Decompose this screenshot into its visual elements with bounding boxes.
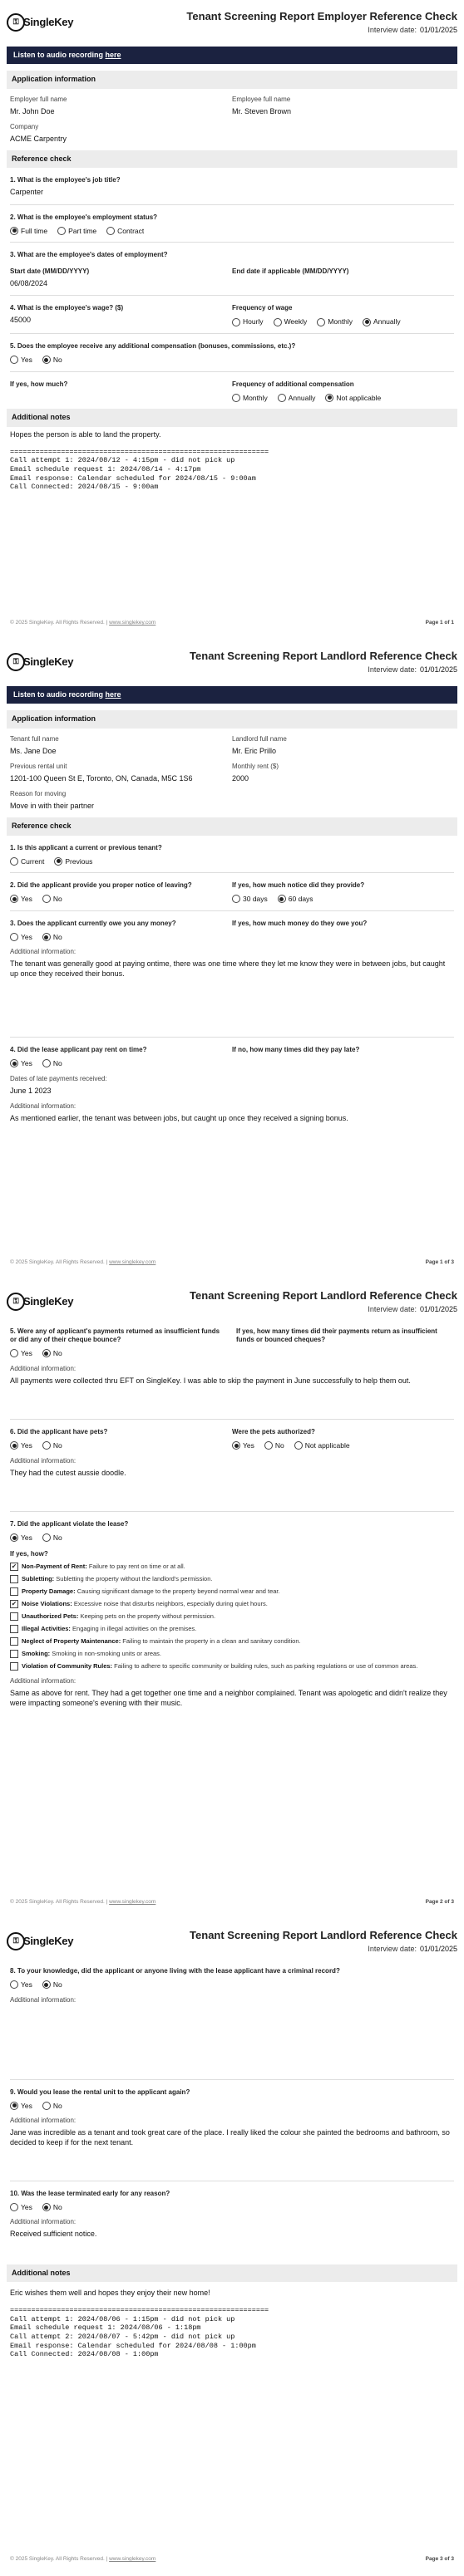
notes-text: Hopes the person is able to land the property.	[10, 429, 161, 439]
additional-info-label: Additional information:	[10, 1677, 77, 1685]
page-title: Tenant Screening Report Landlord Reference Check	[190, 649, 457, 662]
radio-60-days[interactable]	[278, 895, 286, 903]
start-date-value: 06/08/2024	[10, 279, 48, 288]
notes-text: Eric wishes them well and hopes they enjoy their new home!	[10, 2288, 210, 2297]
q9-info: Jane was incredible as a tenant and took great care of the place. I really liked the colour she painted the bedrooms and bathroom, so decided to keep if for the next tenant.	[10, 2128, 452, 2147]
monthly-rent-value: 2000	[232, 773, 249, 783]
radio-no[interactable]	[42, 1059, 51, 1067]
audio-banner: Listen to audio recording here	[7, 686, 457, 704]
wage-value: 45000	[10, 316, 32, 325]
call-log: ============================================================= Call attempt 1: 2024/08/06 - 1:15pm - did not pick up Email schedule request 1: 2024/08/06 - 1:18pm Call attempt 2: 2024/08/07 - 5:42pm - did not pick up Email response: Calendar scheduled for 2024/08/08 - 1:00pm Call Connected: 2024/08/08 - 1:00pm	[10, 2306, 269, 2359]
radio-part-time[interactable]	[57, 227, 66, 235]
radio-yes[interactable]	[10, 2203, 18, 2211]
radio-yes[interactable]	[10, 1441, 18, 1450]
notice-label: If yes, how much notice did they provide?	[232, 881, 365, 890]
question-1: 1. Is this applicant a current or previous tenant?	[10, 843, 162, 851]
page-title: Tenant Screening Report Landlord Reference Check	[190, 1928, 457, 1941]
page-header	[7, 0, 457, 40]
page-footer: © 2025 SingleKey. All Rights Reserved. | www.singlekey.com Page 2 of 3	[10, 1898, 454, 1905]
page-header	[7, 1279, 457, 1319]
question-6: 6. Did the applicant have pets?	[10, 1427, 108, 1435]
checkbox[interactable]	[10, 1662, 18, 1671]
checkbox[interactable]	[10, 1612, 18, 1621]
how-label: If yes, how?	[10, 1550, 48, 1558]
page-footer: © 2025 SingleKey. All Rights Reserved. | www.singlekey.com Page 3 of 3	[10, 2555, 454, 2562]
section-reference-check: Reference check	[7, 817, 457, 835]
page-number: Page 3 of 3	[425, 2555, 454, 2562]
section-application-info: Application information	[7, 710, 457, 728]
additional-info-label: Additional information:	[10, 1456, 77, 1465]
radio-contract[interactable]	[106, 227, 115, 235]
monthly-rent-label: Monthly rent ($)	[232, 762, 279, 770]
audio-recording-link[interactable]: here	[105, 690, 121, 699]
q6-info: They had the cutest aussie doodle.	[10, 1468, 126, 1477]
question-9: 9. Would you lease the rental unit to the applicant again?	[10, 2088, 190, 2096]
section-additional-notes: Additional notes	[7, 409, 457, 426]
radio-yes[interactable]	[10, 1349, 18, 1357]
key-icon: ⚿	[7, 1293, 25, 1311]
q4-info: As mentioned earlier, the tenant was between jobs, but caught up once they received a signing bonus.	[10, 1113, 348, 1122]
singlekey-logo: ⚿ SingleKey	[7, 1932, 73, 1950]
page-footer: © 2025 SingleKey. All Rights Reserved. | www.singlekey.com Page 1 of 3	[10, 1259, 454, 1265]
violation-item: Subletting: Subletting the property without the landlord's permission.	[7, 1575, 457, 1583]
checkbox-checked[interactable]: ✔	[11, 1600, 17, 1608]
radio-no[interactable]	[42, 1533, 51, 1542]
page-title: Tenant Screening Report Employer Reference Check	[186, 9, 457, 22]
violation-item: ✔ Noise Violations: Excessive noise that disturbs neighbors, especially during quiet hours.	[11, 1600, 268, 1608]
section-application-info: Application information	[7, 71, 457, 88]
key-icon: ⚿	[7, 13, 25, 32]
radio-yes[interactable]	[10, 895, 18, 903]
checkbox[interactable]	[10, 1637, 18, 1646]
violation-item: Neglect of Property Maintenance: Failing to maintain the property in a clean and sanitary condition.	[7, 1637, 457, 1646]
question-8: 8. To your knowledge, did the applicant or anyone living with the lease applicant have a criminal record?	[10, 1967, 340, 1975]
answer-1: Carpenter	[10, 188, 44, 197]
radio-yes[interactable]	[10, 356, 18, 364]
q10-info: Received sufficient notice.	[10, 2230, 97, 2239]
end-date-label: End date if applicable (MM/DD/YYYY)	[232, 267, 349, 276]
additional-info-label: Additional information:	[10, 1102, 77, 1110]
violation-item: Property Damage: Causing significant damage to the property beyond normal wear and tear.	[7, 1587, 457, 1596]
additional-info-label: Additional information:	[10, 948, 77, 956]
singlekey-logo: ⚿ SingleKey	[7, 653, 73, 671]
question-2: 2. What is the employee's employment status?	[10, 213, 158, 221]
reason-value: Move in with their partner	[10, 802, 95, 810]
radio-hourly[interactable]	[232, 318, 240, 326]
radio-no[interactable]	[42, 1349, 51, 1357]
checkbox-checked[interactable]: ✔	[11, 1563, 17, 1571]
key-icon: ⚿	[7, 653, 25, 671]
question-7: 7. Did the applicant violate the lease?	[10, 1519, 129, 1528]
radio-no[interactable]	[42, 2203, 51, 2211]
radio-full-time[interactable]	[10, 227, 18, 235]
page-header	[7, 640, 457, 680]
additional-info-label: Additional information:	[10, 1995, 77, 2004]
radio-yes[interactable]	[232, 1441, 240, 1450]
employee-value: Mr. Steven Brown	[232, 106, 292, 115]
question-5: 5. Were any of applicant's payments returned as insufficient funds or did any of their cheque bounce?	[10, 1327, 220, 1343]
section-reference-check: Reference check	[7, 150, 457, 168]
radio-current[interactable]	[10, 857, 18, 866]
radio-monthly[interactable]	[232, 394, 240, 402]
checkbox[interactable]	[10, 1650, 18, 1658]
radio-no[interactable]	[42, 895, 51, 903]
radio-previous[interactable]	[54, 857, 62, 866]
question-1: 1. What is the employee's job title?	[10, 176, 121, 184]
question-4: 4. Did the lease applicant pay rent on time?	[10, 1045, 147, 1053]
interview-date: Interview date: 01/01/2025	[368, 1305, 457, 1313]
landlord-page-2: ⚿ SingleKey Tenant Screening Report Landlord Reference Check Interview date: 01/01/2025 5. Were any of applicant's payments returned as insufficient funds or did any of their cheque bounce? Yes No If yes, how many times did their payments return as insufficient funds or bounced cheques? Additional information: All payments were collected thru EFT on SingleKey. I was able to skip the payment in June successfully to help them out. 6. Did the applicant have pets? Yes No Were the pets authorized? Yes No Not applicable Additional information: They had the cutest aussie doodle. 7. Did the applicant violate the lease? Yes No If yes, how? ✔ Non-Payment of Rent: Failure to pay rent on time or at all. Subletting: Subletting the property without the landlord's permission. Property Damage: Causing significant damage to the property beyond normal wear and tear. ✔ Noise Violations: Excessive noise that disturbs neighbors, especially during quiet hours. Unauthorized Pets: Keeping pets on the property without permission. Illegal Activities: Engaging in illegal activities on the premises. Neglect of Property Maintenance: Failing to maintain the property in a clean and sanitary condition. Smoking: Smoking in non-smoking units or areas. Violation of Community Rules: Failing to adhere to specific community or building rules, such as parking regulations or use of common areas. Additional information: Same as above for rent. They had a get together one time and a neighbor complained. Tenant was apologetic and didn't realize they were impacting someone's evening with their music. © 2025 SingleKey. All Rights Reserved. | www.singlekey.com Page 2 of 3	[0, 1279, 464, 1919]
radio-annually[interactable]	[363, 318, 371, 326]
radio-yes[interactable]	[10, 1059, 18, 1067]
q5-info: All payments were collected thru EFT on SingleKey. I was able to skip the payment in June successfully to help them out.	[10, 1376, 411, 1385]
question-2: 2. Did the applicant provide you proper notice of leaving?	[10, 881, 192, 890]
landlord-page-3: ⚿ SingleKey Tenant Screening Report Landlord Reference Check Interview date: 01/01/2025 8. To your knowledge, did the applicant or anyone living with the lease applicant have a criminal record? Yes No Additional information: 9. Would you lease the rental unit to the applicant again? Yes No Additional information: Jane was incredible as a tenant and took great care of the place. I really liked the colour she painted the bedrooms and bathroom, so decided to keep if for the next tenant. 10. Was the lease terminated early for any reason? Yes No Additional information: Received sufficient notice. Additional notes Eric wishes them well and hopes they enjoy their new home! ============================================================= Call attempt 1: 2024/08/06 - 1:15pm - did not pick up Email schedule request 1: 2024/08/06 - 1:18pm Call attempt 2: 2024/08/07 - 5:42pm - did not pick up Email response: Calendar scheduled for 2024/08/08 - 1:00pm Call Connected: 2024/08/08 - 1:00pm © 2025 SingleKey. All Rights Reserved. | www.singlekey.com Page 3 of 3	[0, 1919, 464, 2576]
radio-yes[interactable]	[10, 1533, 18, 1542]
page-number: Page 2 of 3	[425, 1898, 454, 1905]
checkbox[interactable]	[10, 1625, 18, 1633]
additional-info-label: Additional information:	[10, 2218, 77, 2226]
website-link[interactable]: www.singlekey.com	[109, 1259, 156, 1265]
website-link[interactable]: www.singlekey.com	[109, 619, 156, 626]
bounced-times-label: If yes, how many times did their payments return as insufficient funds or bounced cheques?	[236, 1327, 437, 1343]
company-label: Company	[10, 122, 39, 130]
q7-info: Same as above for rent. They had a get together one time and a neighbor complained. Tenant was apologetic and didn't realize they were impacting someone's evening with their music.	[10, 1689, 450, 1707]
key-icon: ⚿	[7, 1932, 25, 1950]
violation-item: Violation of Community Rules: Failing to adhere to specific community or building rules, such as parking regulations or use of common areas.	[7, 1662, 457, 1671]
question-10: 10. Was the lease terminated early for any reason?	[10, 2189, 170, 2197]
q3-info: The tenant was generally good at paying ontime, there was one time where they let me know they were in between jobs, but caught up once they received their bonus.	[10, 959, 447, 978]
radio-weekly[interactable]	[274, 318, 282, 326]
radio-no[interactable]	[264, 1441, 273, 1450]
late-times-label: If no, how many times did they pay late?	[232, 1045, 360, 1053]
pets-authorized-label: Were the pets authorized?	[232, 1427, 315, 1435]
interview-date: Interview date: 01/01/2025	[368, 26, 457, 34]
how-much-label: If yes, how much?	[10, 380, 68, 388]
website-link[interactable]: www.singlekey.com	[109, 2555, 156, 2562]
radio-annually[interactable]	[278, 394, 286, 402]
radio-yes[interactable]	[10, 933, 18, 941]
tenant-label: Tenant full name	[10, 734, 59, 743]
company-value: ACME Carpentry	[10, 134, 67, 143]
rental-unit-label: Previous rental unit	[10, 762, 67, 770]
website-link[interactable]: www.singlekey.com	[109, 1898, 156, 1905]
additional-frequency-label: Frequency of additional compensation	[232, 380, 354, 388]
radio-no[interactable]	[42, 1980, 51, 1989]
wage-frequency-label: Frequency of wage	[232, 304, 293, 312]
call-log: ============================================================= Call attempt 1: 2024/08/12 - 4:15pm - did not pick up Email schedule request 1: 2024/08/14 - 4:17pm Email response: Calendar scheduled for 2024/08/15 - 9:00am Call Connected: 2024/08/15 - 9:00am	[10, 447, 269, 492]
radio-no[interactable]	[42, 356, 51, 364]
owed-label: If yes, how much money do they owe you?	[232, 919, 368, 927]
radio-not-applicable[interactable]	[325, 394, 333, 402]
radio-no[interactable]	[42, 933, 51, 941]
employee-label: Employee full name	[232, 95, 291, 103]
question-5: 5. Does the employee receive any additional compensation (bonuses, commissions, etc.)?	[10, 342, 296, 350]
landlord-label: Landlord full name	[232, 734, 287, 743]
checkbox[interactable]	[10, 1587, 18, 1596]
start-date-label: Start date (MM/DD/YYYY)	[10, 267, 90, 276]
additional-info-label: Additional information:	[10, 1364, 77, 1372]
radio-no[interactable]	[42, 1441, 51, 1450]
landlord-value: Mr. Eric Prillo	[232, 746, 277, 755]
employer-value: Mr. John Doe	[10, 106, 55, 115]
question-4: 4. What is the employee's wage? ($)	[10, 304, 124, 312]
radio-not-applicable[interactable]	[294, 1441, 303, 1450]
rental-unit-value: 1201-100 Queen St E, Toronto, ON, Canada, M5C 1S6	[10, 773, 193, 783]
interview-date: Interview date: 01/01/2025	[368, 1945, 457, 1953]
page-title: Tenant Screening Report Landlord Reference Check	[190, 1288, 457, 1302]
reason-label: Reason for moving	[10, 790, 67, 797]
violation-item: Illegal Activities: Engaging in illegal activities on the premises.	[7, 1625, 457, 1633]
checkbox[interactable]	[10, 1575, 18, 1583]
audio-banner: Listen to audio recording here	[7, 47, 457, 64]
page-number: Page 1 of 1	[425, 619, 454, 626]
radio-30-days[interactable]	[232, 895, 240, 903]
radio-yes[interactable]	[10, 1980, 18, 1989]
section-additional-notes: Additional notes	[7, 2264, 457, 2282]
page-number: Page 1 of 3	[425, 1259, 454, 1265]
additional-info-label: Additional information:	[10, 2117, 77, 2125]
question-3: 3. What are the employee's dates of employment?	[10, 251, 168, 259]
radio-yes[interactable]	[10, 2102, 18, 2110]
page-footer: © 2025 SingleKey. All Rights Reserved. | www.singlekey.com Page 1 of 1	[10, 619, 454, 626]
late-dates-label: Dates of late payments received:	[10, 1074, 107, 1082]
landlord-page-1: ⚿ SingleKey Tenant Screening Report Landlord Reference Check Interview date: 01/01/2025 Listen to audio recording here Application information Tenant full name Ms. Jane Doe Landlord full name Mr. Eric Prillo Previous rental unit 1201-100 Queen St E, Toronto, ON, Canada, M5C 1S6 Monthly rent ($) 2000 Reason for moving Move in with their partner Reference check 1. Is this applicant a current or previous tenant? Current Previous 2. Did the applicant provide you proper notice of leaving? Yes No If yes, how much notice did they provide? 30 days 60 days 3. Does the applicant currently owe you any money? Yes No If yes, how much money do they owe you? Additional information: The tenant was generally good at paying ontime, there was one time where they let me know they were in between jobs, but caught up once they received their bonus. 4. Did the lease applicant pay rent on time? Yes No If no, how many times did they pay late? Dates of late payments received: June 1 2023 Additional information: As mentioned earlier, the tenant was between jobs, but caught up once they received a signing bonus. © 2025 SingleKey. All Rights Reserved. | www.singlekey.com Page 1 of 3	[0, 640, 464, 1279]
radio-monthly[interactable]	[317, 318, 325, 326]
employer-page: ⚿ SingleKey Tenant Screening Report Employer Reference Check Interview date: 01/01/2025 Listen to audio recording here Application information Employer full name Mr. John Doe Employee full name Mr. Steven Brown Company ACME Carpentry Reference check 1. What is the employee's job title? Carpenter 2. What is the employee's employment status? Full time Part time Contract 3. What are the employee's dates of employment? Start date (MM/DD/YYYY) 06/08/2024 End date if applicable (MM/DD/YYYY) 4. What is the employee's wage? ($) 45000 Frequency of wage Hourly Weekly Monthly Annually 5. Does the employee receive any additional compensation (bonuses, commissions, etc.)? Yes No If yes, how much? Frequency of additional compensation Monthly Annually Not applicable Additional notes Hopes the person is able to land the property. ============================================================= Call attempt 1: 2024/08/12 - 4:15pm - did not pick up Email schedule request 1: 2024/08/14 - 4:17pm Email response: Calendar scheduled for 2024/08/15 - 9:00am Call Connected: 2024/08/15 - 9:00am © 2025 SingleKey. All Rights Reserved. | www.singlekey.com Page 1 of 1	[0, 0, 464, 640]
tenant-value: Ms. Jane Doe	[10, 746, 57, 755]
page-header	[7, 1919, 457, 1959]
interview-date: Interview date: 01/01/2025	[368, 665, 457, 674]
singlekey-logo: ⚿ SingleKey	[7, 1293, 73, 1311]
radio-no[interactable]	[42, 2102, 51, 2110]
audio-recording-link[interactable]: here	[105, 51, 121, 59]
late-dates-value: June 1 2023	[10, 1086, 52, 1095]
violation-item: Smoking: Smoking in non-smoking units or areas.	[7, 1650, 457, 1658]
singlekey-logo: ⚿ SingleKey	[7, 13, 73, 32]
violation-item: Unauthorized Pets: Keeping pets on the property without permission.	[7, 1612, 457, 1621]
violation-item: ✔ Non-Payment of Rent: Failure to pay rent on time or at all.	[11, 1563, 185, 1571]
question-3: 3. Does the applicant currently owe you any money?	[10, 919, 176, 927]
employer-label: Employer full name	[10, 95, 67, 103]
